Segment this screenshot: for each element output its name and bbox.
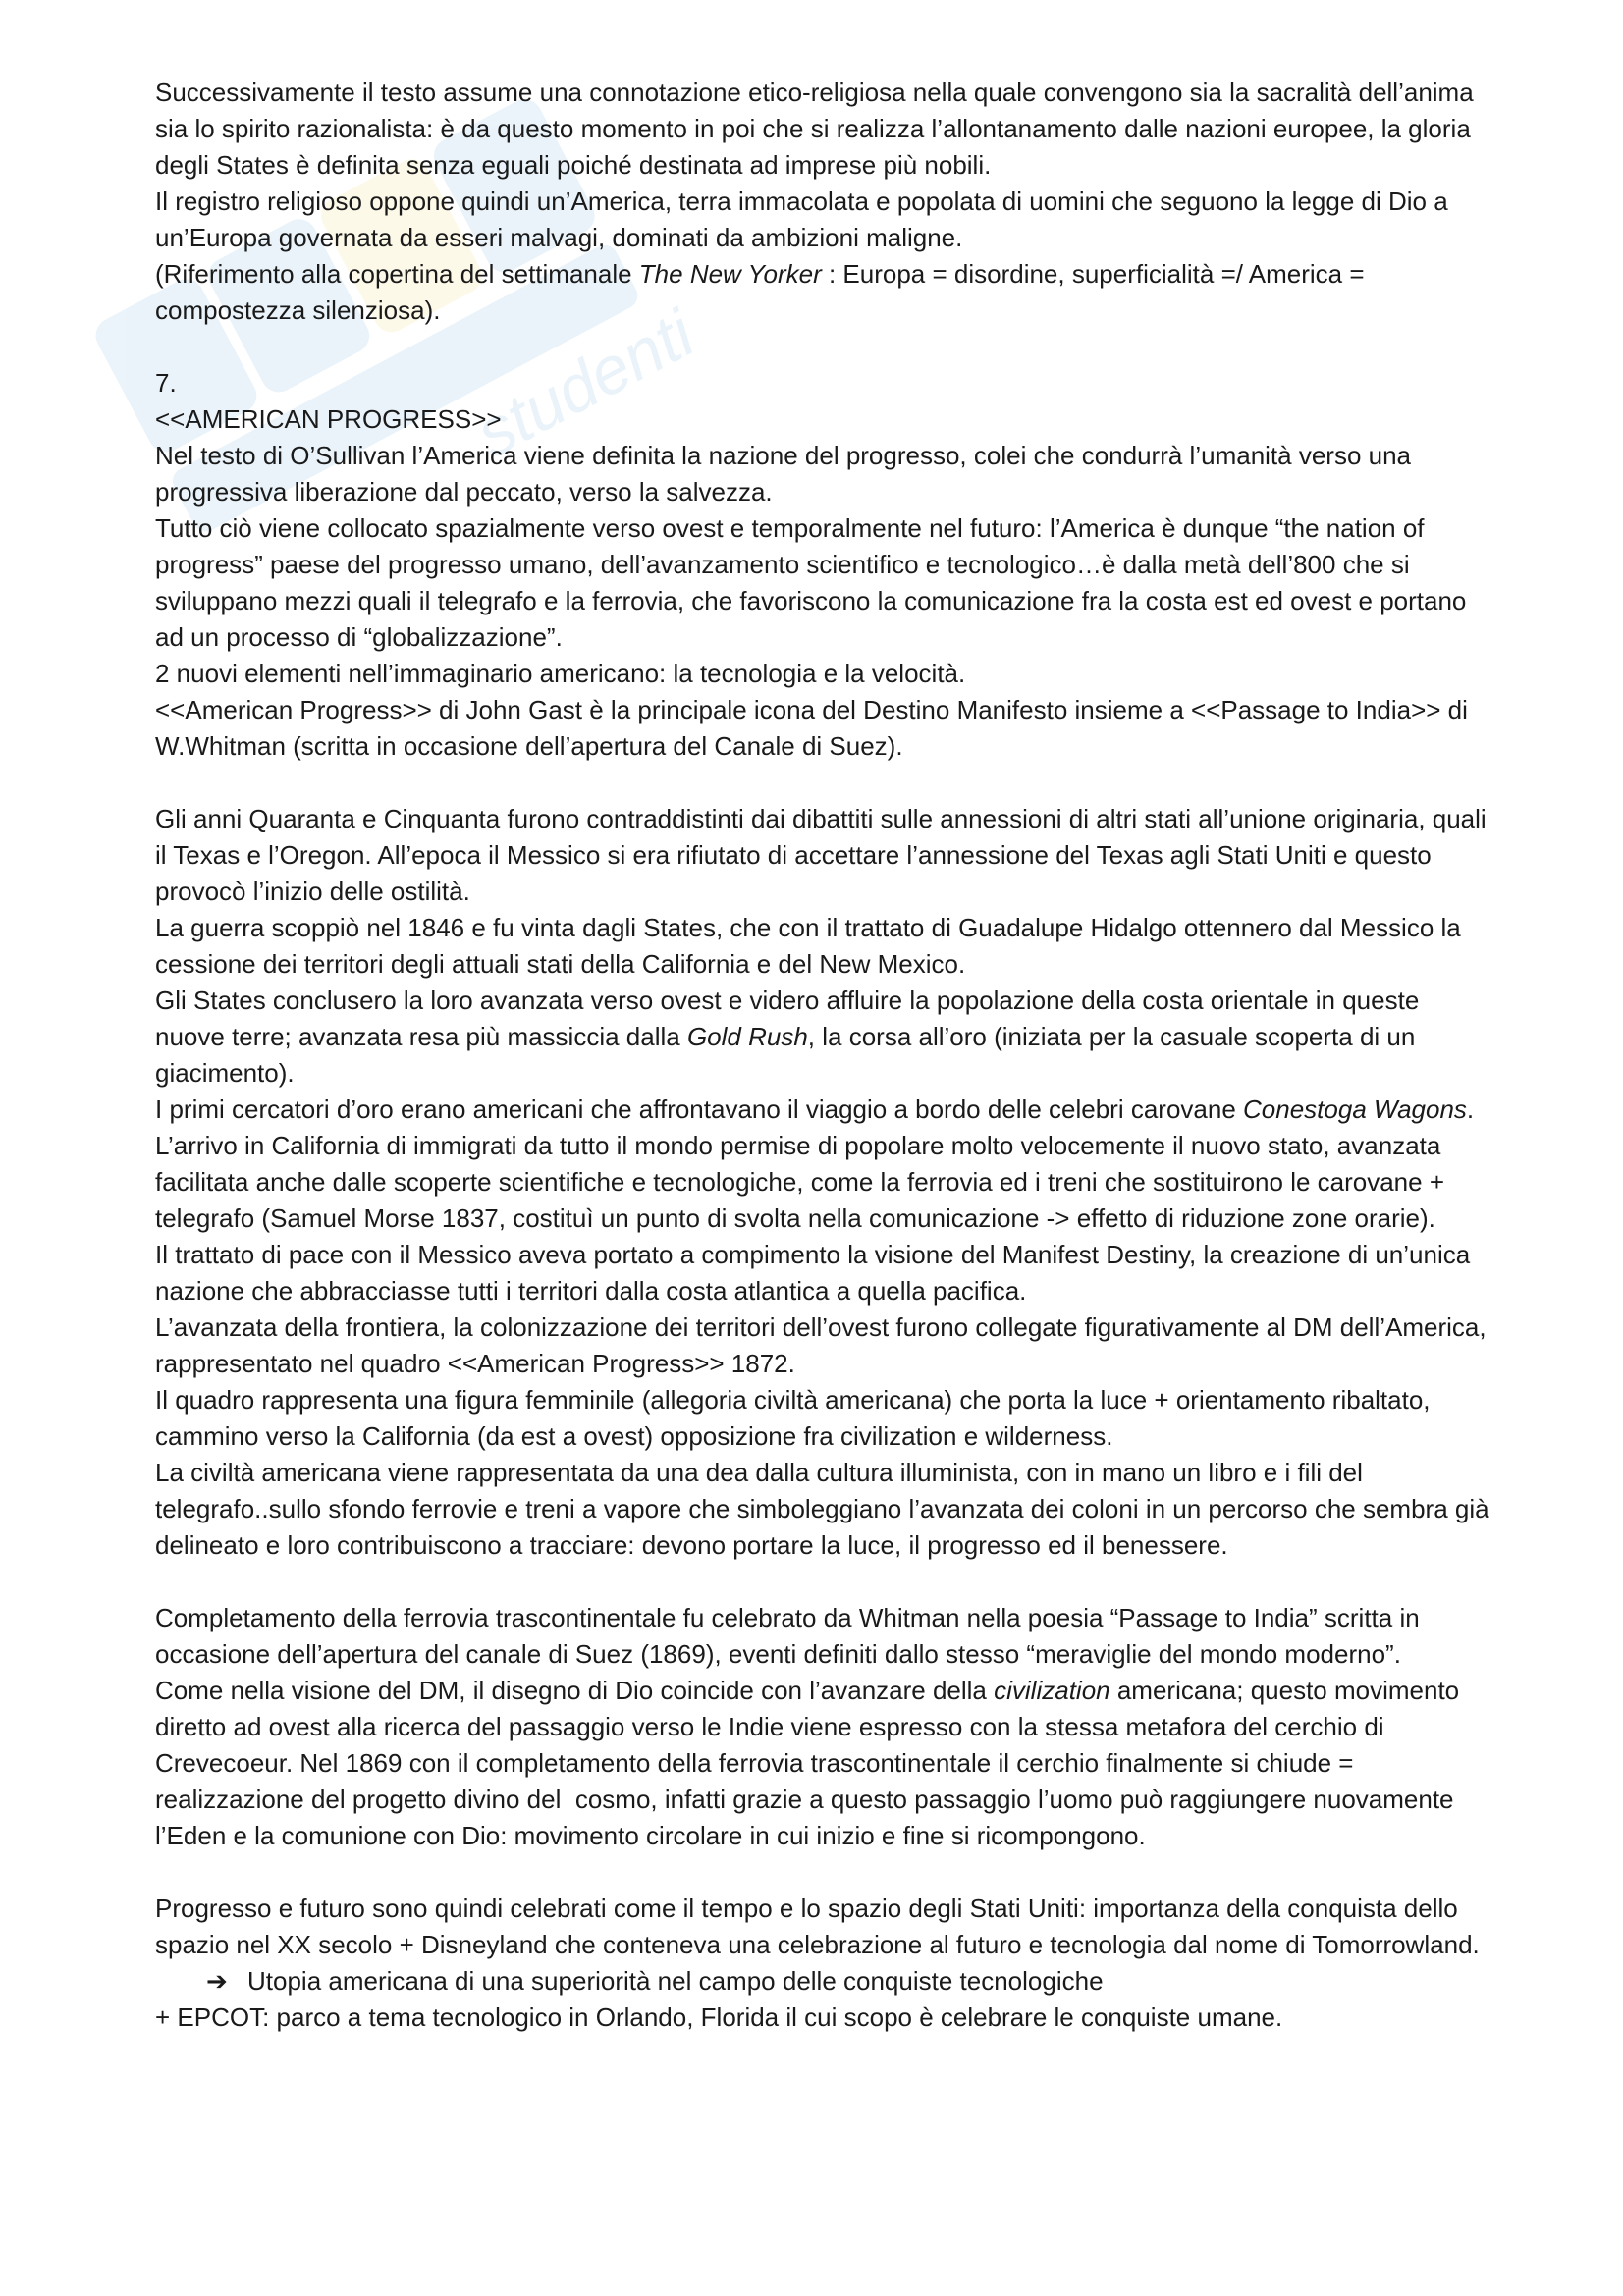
paragraph-annexations: Gli anni Quaranta e Cinquanta furono contraddistinti dai dibattiti sulle annessioni di altri stati all’unione originaria, quali il Texas e l’Oregon. All’epoca il Messico si era rifiutato di accettare l’annessione del Texas agli Stati Uniti e questo provocò l’inizio delle ostilità. xyxy=(155,804,1493,906)
paragraph-osullivan: Nel testo di O’Sullivan l’America viene definita la nazione del progresso, colei che condurrà l’umanità verso una progressiva liberazione dal peccato, verso la salvezza. xyxy=(155,441,1419,507)
paragraph-new-yorker-reference: (Riferimento alla copertina del settimanale The New Yorker : Europa = disordine, superficialità =/ America = compostezza silenziosa). xyxy=(155,259,1372,325)
svg-text:studenti: studenti xyxy=(464,295,706,472)
paragraph-new-elements: 2 nuovi elementi nell’immaginario americano: la tecnologia e la velocità. xyxy=(155,659,966,688)
spacer xyxy=(155,1854,1490,1891)
paragraph-conestoga: I primi cercatori d’oro erano americani che affrontavano il viaggio a bordo delle celebri carovane Conestoga Wagons. xyxy=(155,1095,1475,1124)
paragraph-peace-treaty: Il trattato di pace con il Messico aveva portato a compimento la visione del Manifest Destiny, la creazione di un’unica nazione che abbracciasse tutti i territori dalla costa atlantica a quella pacifica. xyxy=(155,1240,1478,1306)
paragraph-railway-whitman: Completamento della ferrovia trascontinentale fu celebrato da Whitman nella poesia “Passage to India” scritta in occasione dell’apertura del canale di Suez (1869), eventi definiti dallo stesso “meraviglie del mondo moderno”. xyxy=(155,1603,1427,1669)
document-page xyxy=(155,75,1496,2036)
paragraph-progress-future: Progresso e futuro sono quindi celebrati come il tempo e lo spazio degli Stati Uniti: importanza della conquista dello spazio nel XX secolo + Disneyland che conteneva una celebrazione al futuro e tecnologia dal nome di Tomorrowland. xyxy=(155,1894,1480,1959)
paragraph-gold-rush: Gli States conclusero la loro avanzata verso ovest e videro affluire la popolazione della costa orientale in queste nuove terre; avanzata resa più massiccia dalla Gold Rush, la corsa all’oro (iniziata per la casuale scoperta di un giacimento). xyxy=(155,986,1427,1088)
paragraph-nation-of-progress: Tutto ciò viene collocato spazialmente verso ovest e temporalmente nel futuro: l’America è dunque “the nation of progress” paese del progresso umano, dell’avanzamento scientifico e tecnologico…è dalla metà dell’800 che si sviluppano mezzi quali il telegrafo e la ferrovia, che favoriscono la comunicazione fra la costa est ed ovest e portano ad un processo di “globalizzazione”. xyxy=(155,513,1474,652)
section-title: <<AMERICAN PROGRESS>> xyxy=(155,404,502,434)
section-number: 7. xyxy=(155,368,177,398)
paragraph-war-1846: La guerra scoppiò nel 1846 e fu vinta dagli States, che con il trattato di Guadalupe Hidalgo ottennero dal Messico la cessione dei territori degli attuali stati della California e del New Mexico. xyxy=(155,913,1468,979)
paragraph-john-gast: <<American Progress>> di John Gast è la principale icona del Destino Manifesto insieme a <<Passage to India>> di W.Whitman (scritta in occasione dell’apertura del Canale di Suez). xyxy=(155,695,1476,761)
paragraph-divine-design: Come nella visione del DM, il disegno di Dio coincide con l’avanzare della civilization americana; questo movimento diretto ad ovest alla ricerca del passaggio verso le Indie viene espresso con la stessa metafora del cerchio di Crevecoeur. Nel 1869 con il completamento della ferrovia trascontinentale il cerchio finalmente si chiude = realizzazione del progetto divino del cosmo, infatti grazie a questo passaggio l’uomo può raggiungere nuovamente l’Eden e la comunione con Dio: movimento circolare in cui inizio e fine si ricompongono. xyxy=(155,1676,1467,1850)
spacer xyxy=(155,329,1490,365)
paragraph-intro: Successivamente il testo assume una connotazione etico-religiosa nella quale convengono sia la sacralità dell’anima sia lo spirito razionalista: è da questo momento in poi che si realizza l’allontanamento dalle nazioni europee, la gloria degli States è definita senza eguali poiché destinata ad imprese più nobili. xyxy=(155,78,1481,180)
paragraph-civilization: La civiltà americana viene rappresentata da una dea dalla cultura illuminista, con in mano un libro e i fili del telegrafo..sullo sfondo ferrovie e treni a vapore che simboleggiano l’avanzata dei coloni in un percorso che sembra già delineato e loro contribuiscono a tracciare: devono portare la luce, il progresso ed il benessere. xyxy=(155,1458,1496,1560)
paragraph-epcot: + EPCOT: parco a tema tecnologico in Orlando, Florida il cui scopo è celebrare le conquiste umane. xyxy=(155,2002,1283,2032)
spacer xyxy=(155,765,1490,801)
arrow-right-icon: ➔ xyxy=(206,1966,228,1996)
paragraph-religious-register: Il registro religioso oppone quindi un’America, terra immacolata e popolata di uomini che seguono la legge di Dio a un’Europa governata da esseri malvagi, dominati da ambizioni maligne. xyxy=(155,187,1455,252)
paragraph-frontier: L’avanzata della frontiera, la colonizzazione dei territori dell’ovest furono collegate figurativamente al DM dell’America, rappresentato nel quadro <<American Progress>> 1872. xyxy=(155,1312,1493,1378)
paragraph-immigration: L’arrivo in California di immigrati da tutto il mondo permise di popolare molto velocemente il nuovo stato, avanzata facilitata anche dalle scoperte scientifiche e tecnologiche, come la ferrovia ed i treni che sostituirono le carovane + telegrafo (Samuel Morse 1837, costituì un punto di svolta nella comunicazione -> effetto di riduzione zone orarie). xyxy=(155,1131,1452,1233)
paragraph-painting: Il quadro rappresenta una figura femminile (allegoria civiltà americana) che porta la luce + orientamento ribaltato, cammino verso la California (da est a ovest) opposizione fra civilization e wilderness. xyxy=(155,1385,1437,1451)
bullet-utopia: ➔ Utopia americana di una superiorità nel campo delle conquiste tecnologiche xyxy=(155,1963,1490,2000)
spacer xyxy=(155,1564,1490,1600)
